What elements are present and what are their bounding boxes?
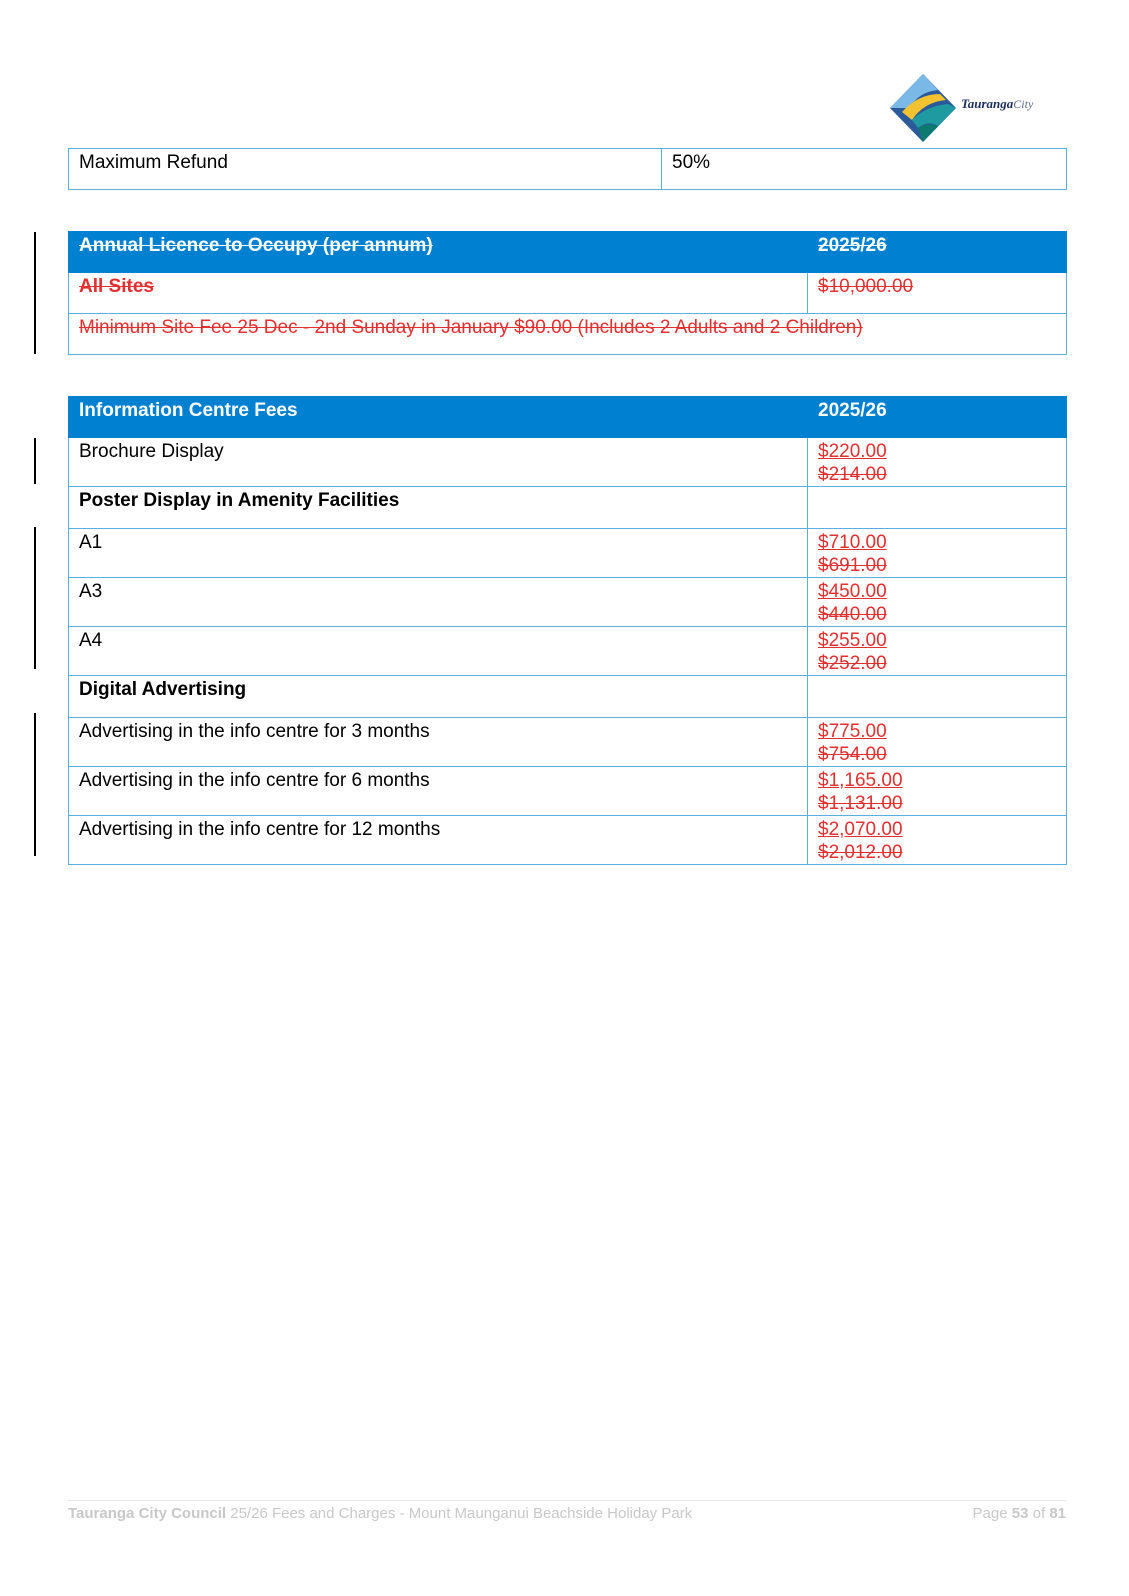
old-price: $1,131.00 bbox=[818, 793, 903, 814]
info-centre-table bbox=[68, 396, 1067, 865]
page-word: Page bbox=[972, 1505, 1008, 1522]
refund-value: 50% bbox=[662, 149, 1067, 190]
page-number bbox=[973, 1505, 1066, 1522]
page-num: 53 bbox=[1011, 1505, 1029, 1522]
poster-heading: Poster Display in Amenity Facilities bbox=[69, 487, 808, 529]
adv3-label: Advertising in the info centre for 3 months bbox=[69, 718, 808, 767]
tauranga-city-logo bbox=[888, 72, 1058, 148]
old-price: $754.00 bbox=[818, 744, 887, 765]
new-price: $220.00 bbox=[818, 441, 887, 462]
old-price: $691.00 bbox=[818, 555, 887, 576]
licence-row-label: All Sites bbox=[69, 273, 808, 314]
table-row bbox=[69, 273, 1067, 314]
a1-label: A1 bbox=[69, 529, 808, 578]
new-price: $1,165.00 bbox=[818, 770, 903, 791]
old-price: $440.00 bbox=[818, 604, 887, 625]
change-bar bbox=[34, 232, 36, 354]
a4-label: A4 bbox=[69, 627, 808, 676]
table-row bbox=[69, 767, 1067, 816]
adv12-price bbox=[808, 816, 1067, 865]
change-bar bbox=[34, 527, 36, 669]
a1-price bbox=[808, 529, 1067, 578]
table-row bbox=[69, 816, 1067, 865]
info-header-year: 2025/26 bbox=[808, 397, 1067, 438]
a3-label: A3 bbox=[69, 578, 808, 627]
empty-cell bbox=[808, 487, 1067, 529]
new-price: $2,070.00 bbox=[818, 819, 903, 840]
digital-heading: Digital Advertising bbox=[69, 676, 808, 718]
table-row bbox=[69, 578, 1067, 627]
a4-price bbox=[808, 627, 1067, 676]
old-price: $2,012.00 bbox=[818, 842, 903, 863]
change-bar bbox=[34, 713, 36, 856]
logo-wordmark: TaurangaCity bbox=[961, 96, 1034, 111]
table-header-row bbox=[69, 232, 1067, 273]
table-row bbox=[69, 149, 1067, 190]
refund-label: Maximum Refund bbox=[69, 149, 662, 190]
table-row bbox=[69, 676, 1067, 718]
table-row bbox=[69, 529, 1067, 578]
page-total: 81 bbox=[1049, 1505, 1066, 1522]
brochure-label: Brochure Display bbox=[69, 438, 808, 487]
new-price: $255.00 bbox=[818, 630, 887, 651]
new-price: $775.00 bbox=[818, 721, 887, 742]
licence-table bbox=[68, 231, 1067, 355]
table-row bbox=[69, 487, 1067, 529]
table-row bbox=[69, 718, 1067, 767]
old-price: $214.00 bbox=[818, 464, 887, 485]
old-price: $252.00 bbox=[818, 653, 887, 674]
new-price: $450.00 bbox=[818, 581, 887, 602]
licence-header-label: Annual Licence to Occupy (per annum) bbox=[69, 232, 808, 273]
empty-cell bbox=[808, 676, 1067, 718]
adv6-label: Advertising in the info centre for 6 months bbox=[69, 767, 808, 816]
change-bar bbox=[34, 438, 36, 484]
footer-org: Tauranga City Council bbox=[68, 1505, 227, 1522]
licence-note: Minimum Site Fee 25 Dec - 2nd Sunday in January $90.00 (Includes 2 Adults and 2 Children) bbox=[69, 314, 1067, 355]
adv6-price bbox=[808, 767, 1067, 816]
new-price: $710.00 bbox=[818, 532, 887, 553]
logo-diamond-icon bbox=[888, 72, 958, 144]
a3-price bbox=[808, 578, 1067, 627]
info-header-label: Information Centre Fees bbox=[69, 397, 808, 438]
footer-doc-title: 25/26 Fees and Charges - Mount Maunganui Beachside Holiday Park bbox=[230, 1505, 693, 1522]
licence-row-value: $10,000.00 bbox=[808, 273, 1067, 314]
table-header-row bbox=[69, 397, 1067, 438]
brochure-price bbox=[808, 438, 1067, 487]
of-word: of bbox=[1032, 1505, 1046, 1522]
adv12-label: Advertising in the info centre for 12 months bbox=[69, 816, 808, 865]
table-row bbox=[69, 314, 1067, 355]
page-footer bbox=[68, 1500, 1066, 1522]
table-row bbox=[69, 627, 1067, 676]
licence-header-year: 2025/26 bbox=[808, 232, 1067, 273]
adv3-price bbox=[808, 718, 1067, 767]
table-row bbox=[69, 438, 1067, 487]
refund-table bbox=[68, 148, 1067, 190]
footer-title bbox=[68, 1505, 692, 1522]
